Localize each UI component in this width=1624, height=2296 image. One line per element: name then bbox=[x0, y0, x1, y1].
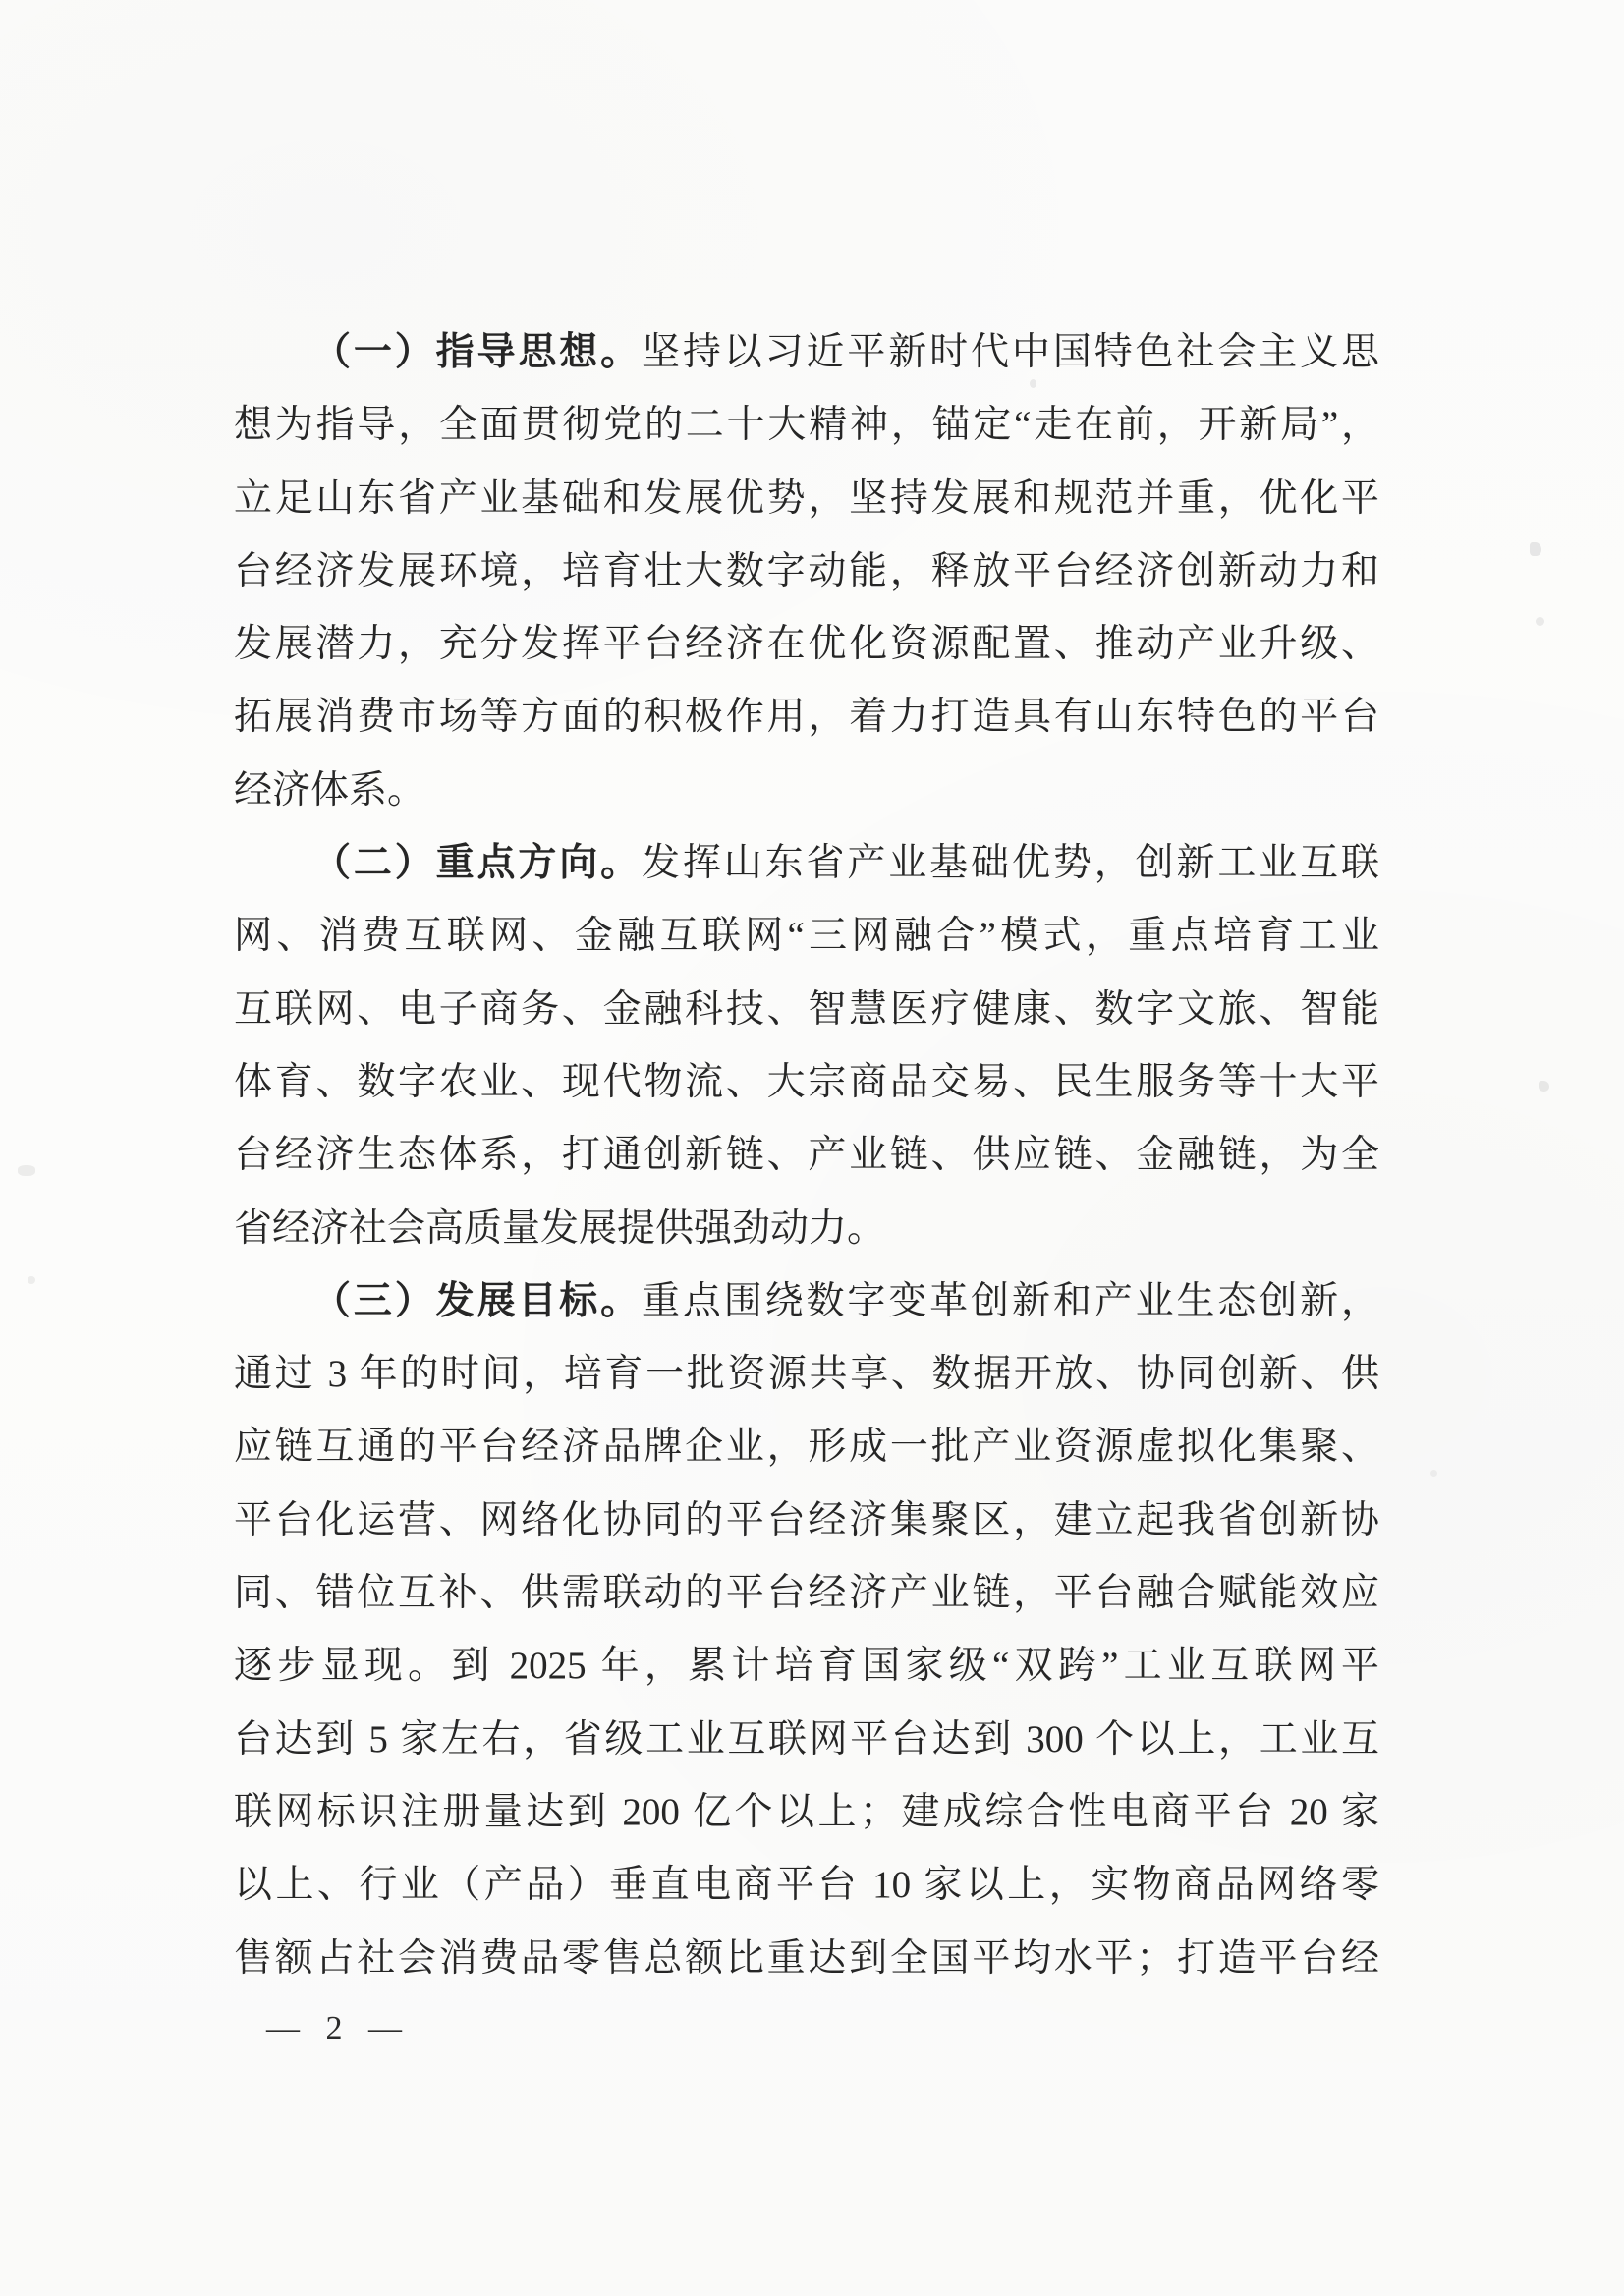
paragraph-text: 拓展消费市场等方面的积极作用，着力打造具有山东特色的平台 bbox=[234, 696, 1379, 739]
paragraph-text: 发挥山东省产业基础优势，创新工业互联 bbox=[642, 842, 1379, 885]
paragraph-text: 体育、数字农业、现代物流、大宗商品交易、民生服务等十大平 bbox=[234, 1060, 1379, 1103]
paragraph-text: 互联网、电子商务、金融科技、智慧医疗健康、数字文旅、智能 bbox=[234, 987, 1379, 1031]
document-line bbox=[234, 681, 1379, 754]
paragraph-text: 坚持以习近平新时代中国特色社会主义思 bbox=[642, 331, 1379, 373]
paragraph-text: 台经济生态体系，打通创新链、产业链、供应链、金融链，为全 bbox=[234, 1134, 1379, 1177]
document-line bbox=[234, 1849, 1379, 1922]
paragraph-text: 想为指导，全面贯彻党的二十大精神，锚定“走在前，开新局”， bbox=[234, 404, 1379, 447]
paragraph-text: 台经济发展环境，培育壮大数字动能，释放平台经济创新动力和 bbox=[234, 549, 1379, 592]
paragraph-text: 台达到 5 家左右，省级工业互联网平台达到 300 个以上，工业互 bbox=[234, 1717, 1379, 1761]
scan-artifact bbox=[1536, 617, 1544, 626]
document-line bbox=[234, 1193, 1379, 1265]
paragraph-text: 省经济社会高质量发展提供强劲动力。 bbox=[234, 1206, 886, 1250]
document-line bbox=[234, 1776, 1379, 1849]
document-line bbox=[234, 1338, 1379, 1411]
scan-artifact bbox=[18, 1165, 35, 1176]
document-line bbox=[234, 389, 1379, 462]
page-number: — 2 — bbox=[266, 2010, 402, 2046]
document-line bbox=[234, 1630, 1379, 1703]
scan-artifact bbox=[1030, 379, 1036, 388]
document-line bbox=[234, 535, 1379, 608]
paragraph-lead-text: （一）指导思想。 bbox=[312, 331, 643, 373]
document-line bbox=[234, 900, 1379, 973]
document-line bbox=[234, 755, 1379, 827]
document-line bbox=[234, 1411, 1379, 1484]
document-body bbox=[234, 316, 1379, 1995]
paragraph-text: 应链互通的平台经济品牌企业，形成一批产业资源虚拟化集聚、 bbox=[234, 1426, 1379, 1469]
document-line bbox=[234, 1704, 1379, 1776]
paragraph-text: 通过 3 年的时间，培育一批资源共享、数据开放、协同创新、供 bbox=[234, 1353, 1379, 1396]
paragraph-text: 立足山东省产业基础和发展优势，坚持发展和规范并重，优化平 bbox=[234, 476, 1379, 520]
paragraph-text: 发展潜力，充分发挥平台经济在优化资源配置、推动产业升级、 bbox=[234, 623, 1379, 666]
document-line bbox=[234, 1484, 1379, 1557]
document-line bbox=[234, 1557, 1379, 1630]
paragraph-text: 售额占社会消费品零售总额比重达到全国平均水平；打造平台经 bbox=[234, 1936, 1379, 1980]
scan-artifact bbox=[1530, 542, 1541, 556]
document-line bbox=[234, 608, 1379, 681]
paragraph-text: 经济体系。 bbox=[234, 768, 426, 812]
document-line bbox=[234, 1119, 1379, 1192]
paragraph-text: 联网标识注册量达到 200 亿个以上；建成综合性电商平台 20 家 bbox=[234, 1790, 1379, 1833]
document-line bbox=[234, 1046, 1379, 1119]
document-line bbox=[234, 1265, 1379, 1338]
paragraph-text: 网、消费互联网、金融互联网“三网融合”模式，重点培育工业 bbox=[234, 915, 1379, 958]
document-line bbox=[234, 1923, 1379, 1995]
document-line bbox=[234, 827, 1379, 900]
document-line bbox=[234, 316, 1379, 389]
scan-artifact bbox=[1430, 1470, 1437, 1477]
paragraph-text: 逐步显现。到 2025 年，累计培育国家级“双跨”工业互联网平 bbox=[234, 1645, 1379, 1688]
paragraph-text: 以上、行业（产品）垂直电商平台 10 家以上，实物商品网络零 bbox=[234, 1864, 1379, 1907]
paragraph-lead-text: （二）重点方向。 bbox=[312, 842, 643, 885]
document-line bbox=[234, 463, 1379, 535]
paragraph-lead-text: （三）发展目标。 bbox=[312, 1279, 643, 1322]
scan-artifact bbox=[1539, 1081, 1549, 1092]
document-line bbox=[234, 974, 1379, 1046]
paragraph-text: 平台化运营、网络化协同的平台经济集聚区，建立起我省创新协 bbox=[234, 1498, 1379, 1541]
paragraph-text: 重点围绕数字变革创新和产业生态创新， bbox=[642, 1279, 1379, 1322]
paragraph-text: 同、错位互补、供需联动的平台经济产业链，平台融合赋能效应 bbox=[234, 1572, 1379, 1615]
scan-artifact bbox=[28, 1276, 35, 1284]
